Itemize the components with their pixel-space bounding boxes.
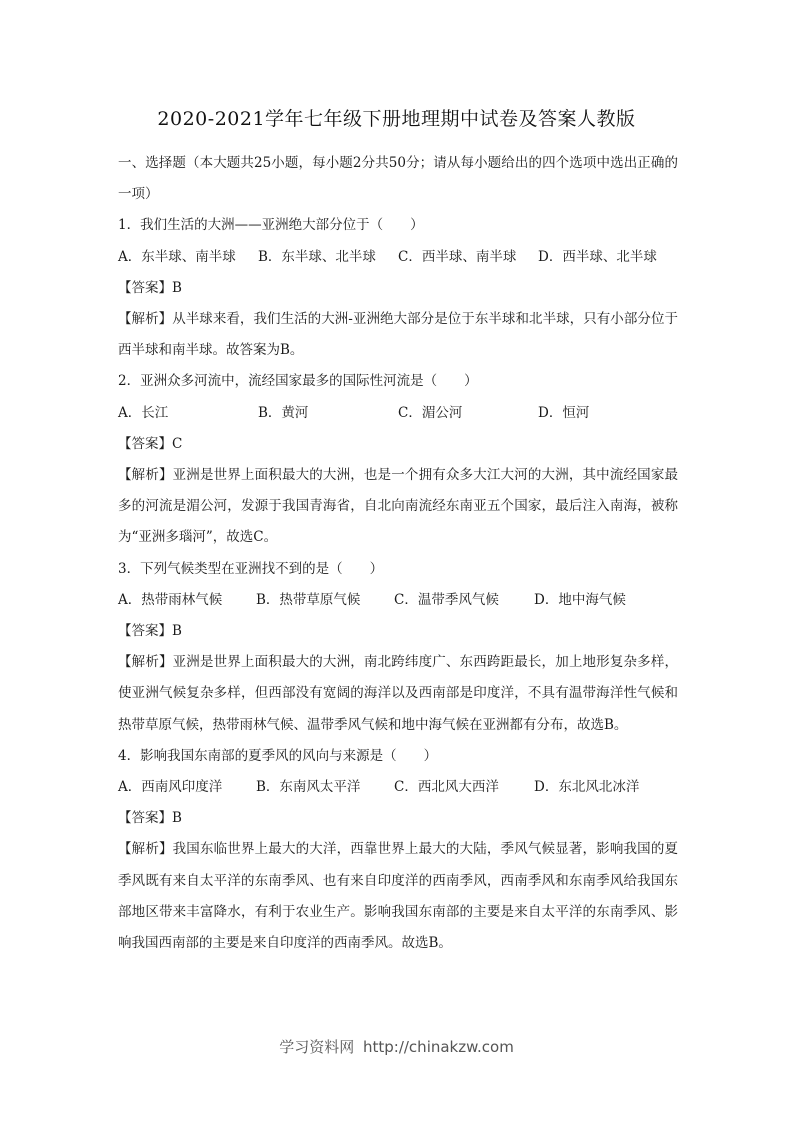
- answer: 【答案】C: [118, 435, 183, 452]
- answer: 【答案】B: [118, 810, 182, 827]
- option-a: A．东半球、南半球: [118, 248, 236, 265]
- option-a: A．长江: [118, 404, 169, 421]
- option-b: B．东半球、北半球: [258, 248, 376, 265]
- option-b: B．热带草原气候: [256, 591, 361, 608]
- option-c: C．西半球、南半球: [398, 248, 517, 265]
- footer-site-name: 学习资料网: [279, 1038, 355, 1056]
- option-c: C．温带季风气候: [394, 591, 499, 608]
- option-b: B．黄河: [258, 404, 309, 421]
- option-d: D．地中海气候: [534, 591, 626, 608]
- options-row: [118, 772, 678, 803]
- options-row: [118, 242, 678, 273]
- option-d: D．东北风北冰洋: [534, 779, 640, 796]
- question-block: [118, 366, 678, 553]
- option-d: D．西半球、北半球: [538, 248, 657, 265]
- question-stem: 2．亚洲众多河流中，流经国家最多的国际性河流是（ ）: [118, 373, 478, 390]
- question-stem: 4．影响我国东南部的夏季风的风向与来源是（ ）: [118, 747, 438, 764]
- question-stem: 1．我们生活的大洲——亚洲绝大部分位于（ ）: [118, 217, 424, 234]
- section-heading: 一、选择题（本大题共25小题，每小题2分共50分；请从每小题给出的四个选项中选出正确的一项）: [118, 155, 678, 203]
- option-a: A．西南风印度洋: [118, 779, 223, 796]
- analysis: 【解析】从半球来看，我们生活的大洲-亚洲绝大部分是位于东半球和北半球，只有小部分位于西半球和南半球。故答案为B。: [118, 311, 678, 359]
- question-stem: 3．下列气候类型在亚洲找不到的是（ ）: [118, 560, 384, 577]
- question-block: [118, 741, 678, 959]
- question-block: [118, 210, 678, 366]
- option-c: C．湄公河: [398, 404, 463, 421]
- page-title: 2020-2021学年七年级下册地理期中试卷及答案人教版: [157, 108, 636, 130]
- option-c: C．西北风大西洋: [394, 779, 499, 796]
- analysis: 【解析】我国东临世界上最大的大洋，西靠世界上最大的大陆，季风气候显著，影响我国的夏季风既有来自太平洋的东南季风、也有来自印度洋的西南季风，西南季风和东南季风给我国东部地区带来丰富降水，有利于农业生产。影响我国东南部的主要是来自太平洋的东南季风、影响我国西南部的主要是来自印度洋的西南季风。故选B。: [118, 841, 678, 952]
- analysis: 【解析】亚洲是世界上面积最大的大洲，南北跨纬度广、东西跨距最长，加上地形复杂多样，使亚洲气候复杂多样，但西部没有宽阔的海洋以及西南部是印度洋，不具有温带海洋性气候和热带草原气候，热带雨林气候、温带季风气候和地中海气候在亚洲都有分布，故选B。: [118, 654, 678, 733]
- options-row: [118, 398, 678, 429]
- document-body: [118, 148, 678, 959]
- analysis: 【解析】亚洲是世界上面积最大的大洲，也是一个拥有众多大江大河的大洲，其中流经国家最多的河流是湄公河，发源于我国青海省，自北向南流经东南亚五个国家，最后注入南海，被称为“亚洲多瑙河”，故选C。: [118, 467, 678, 546]
- option-d: D．恒河: [538, 404, 590, 421]
- option-a: A．热带雨林气候: [118, 591, 223, 608]
- page-footer: [0, 1036, 793, 1057]
- option-b: B．东南风太平洋: [256, 779, 361, 796]
- options-row: [118, 585, 678, 616]
- question-block: [118, 554, 678, 741]
- answer: 【答案】B: [118, 623, 182, 640]
- footer-url[interactable]: http://chinakzw.com: [362, 1038, 514, 1056]
- answer: 【答案】B: [118, 279, 182, 296]
